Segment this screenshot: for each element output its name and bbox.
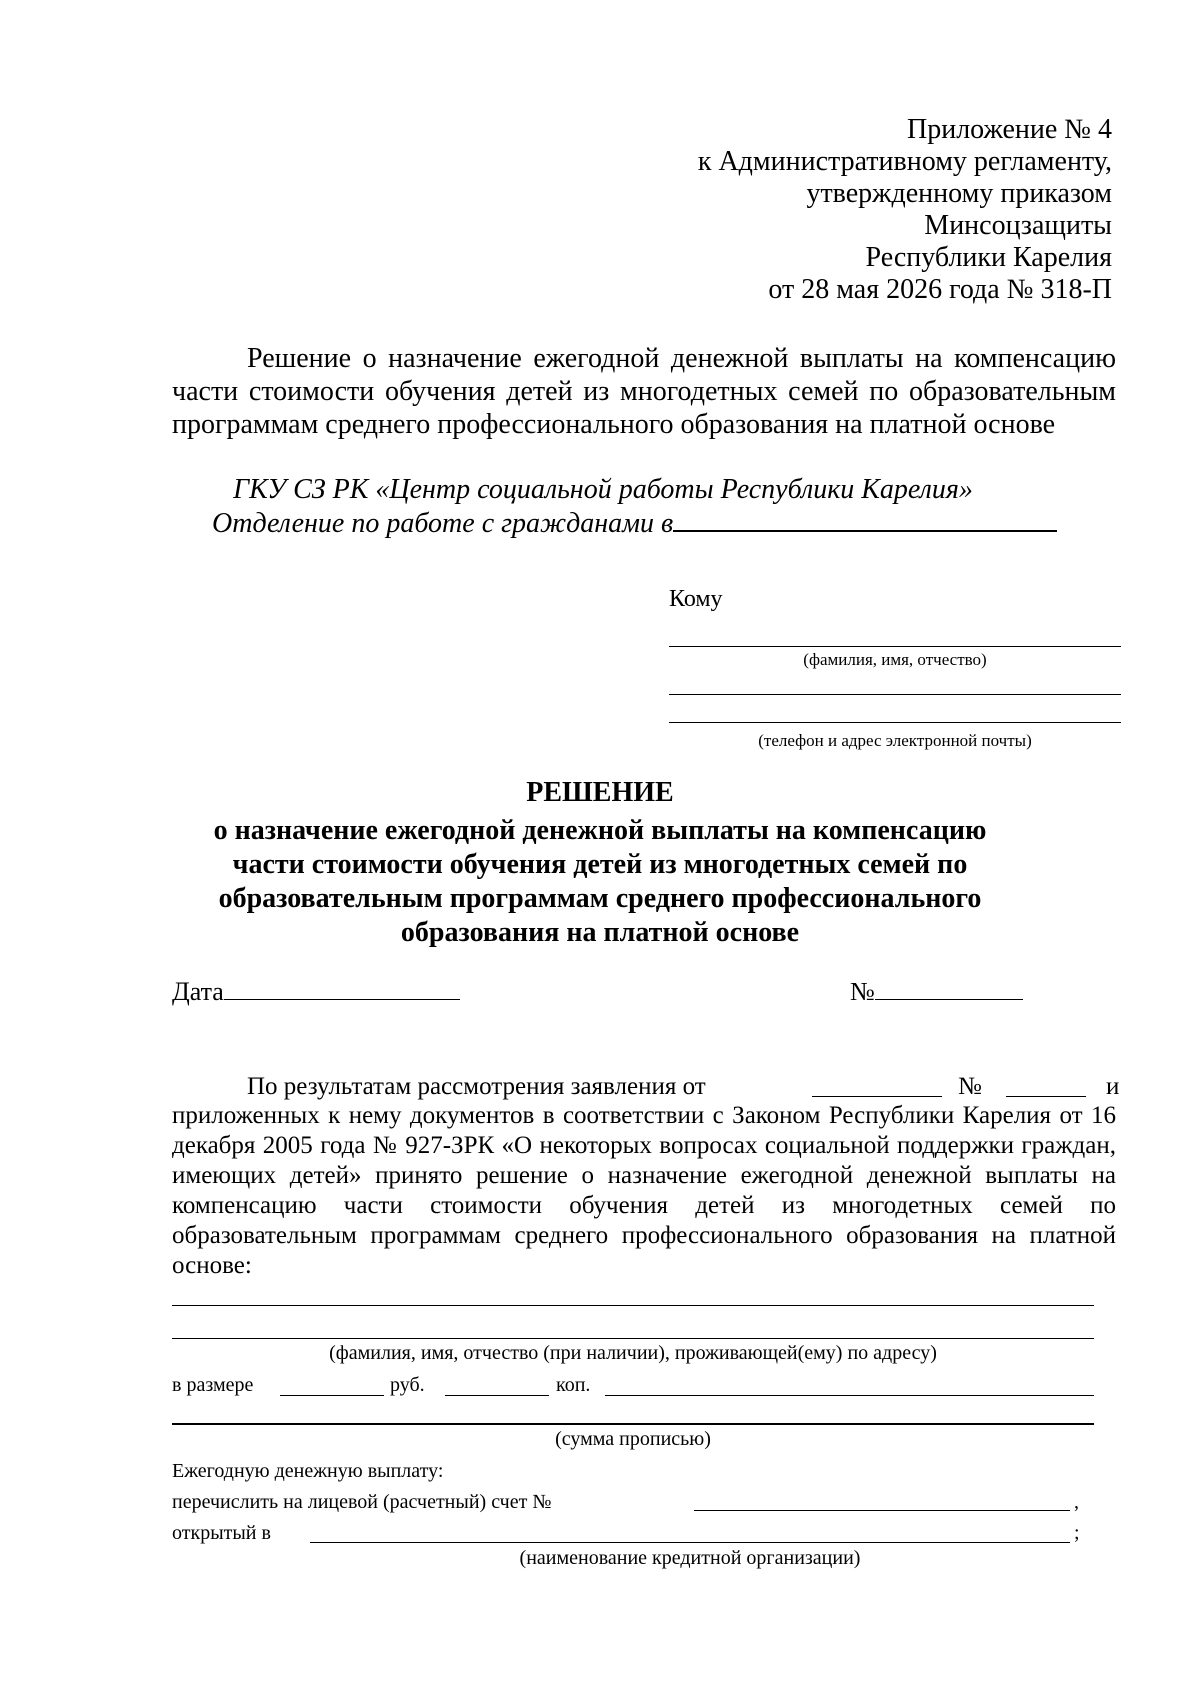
date-field[interactable] xyxy=(224,975,460,1000)
department-line xyxy=(212,508,1057,540)
bank-name-field[interactable] xyxy=(310,1542,1070,1543)
number-label: № xyxy=(850,977,875,1006)
appendix-number: Приложение № 4 xyxy=(907,114,1112,145)
recipient-contact-field[interactable] xyxy=(669,722,1121,723)
opened-label: открытый в xyxy=(172,1522,271,1544)
application-line xyxy=(247,1073,706,1101)
rub-label: руб. xyxy=(390,1374,425,1396)
decision-title: РЕШЕНИЕ xyxy=(526,777,674,808)
date-row xyxy=(172,975,460,1007)
number-field[interactable] xyxy=(875,975,1023,1000)
payout-label: Ежегодную денежную выплату: xyxy=(172,1460,444,1482)
amount-words-field[interactable] xyxy=(172,1423,1094,1425)
account-number-field[interactable] xyxy=(694,1510,1070,1511)
fio-hint: (фамилия, имя, отчество (при наличии), проживающей(ему) по адресу) xyxy=(329,1342,937,1364)
application-number-field[interactable] xyxy=(1006,1096,1086,1097)
transfer-label: перечислить на лицевой (расчетный) счет № xyxy=(172,1491,552,1513)
regulation-ref: к Административному регламенту, xyxy=(697,146,1112,177)
amount-kop-field[interactable] xyxy=(445,1395,549,1396)
order-date-number: от 28 мая 2026 года № 318-П xyxy=(768,274,1112,305)
account-comma: , xyxy=(1074,1491,1079,1513)
application-date-field[interactable] xyxy=(812,1096,942,1097)
recipient-name-field[interactable] xyxy=(669,646,1121,647)
decision-body: приложенных к нему документов в соответствии с Законом Республики Карелия от 16 декабря 2005 года № 927-ЗРК «О некоторых вопросах социальной поддержки граждан, имеющих детей» принято решение о назначение ежегодной денежной выплаты на компенсацию части стоимости обучения детей из многодетных семей по образовательным программам среднего профессионального образования на платной основе: xyxy=(172,1102,1116,1279)
document-summary: Решение о назначение ежегодной денежной выплаты на компенсацию части стоимости обучения детей из многодетных семей по образовательным программам среднего профессионального образования на платной основе xyxy=(172,343,1116,440)
ministry-name: Минсоцзащиты xyxy=(924,210,1112,241)
department-field[interactable] xyxy=(673,508,1057,532)
recipient-line-2[interactable] xyxy=(669,694,1121,695)
bank-hint: (наименование кредитной организации) xyxy=(519,1547,861,1569)
decision-subtitle: о назначение ежегодной денежной выплаты на компенсацию части стоимости обучения детей из многодетных семей по образовательным программам среднего профессионального образования на платной основе xyxy=(213,815,987,948)
fio-line-2[interactable] xyxy=(172,1338,1094,1339)
amount-label: в размере xyxy=(172,1374,254,1396)
date-label: Дата xyxy=(172,977,224,1006)
kop-label: коп. xyxy=(556,1374,591,1396)
application-number-label: № xyxy=(958,1073,982,1100)
bank-semicolon: ; xyxy=(1074,1522,1080,1544)
recipient-contact-hint: (телефон и адрес электронной почты) xyxy=(758,731,1032,750)
amount-words-hint: (сумма прописью) xyxy=(555,1428,711,1450)
decision-heading xyxy=(180,776,1020,950)
recipient-name-hint: (фамилия, имя, отчество) xyxy=(803,650,987,669)
and-label: и xyxy=(1106,1073,1120,1100)
approved-by: утвержденному приказом xyxy=(806,178,1112,209)
application-from-label: По результатам рассмотрения заявления от xyxy=(247,1073,706,1100)
amount-rub-field[interactable] xyxy=(280,1395,384,1396)
republic-name: Республики Карелия xyxy=(865,242,1112,273)
recipient-label: Кому xyxy=(669,586,723,612)
department-label: Отделение по работе с гражданами в xyxy=(212,508,674,539)
amount-extra-field[interactable] xyxy=(605,1395,1094,1396)
approval-block xyxy=(592,114,1112,306)
number-row xyxy=(850,975,1023,1007)
fio-line-1[interactable] xyxy=(172,1305,1094,1306)
institution-name: ГКУ СЗ РК «Центр социальной работы Республики Карелия» xyxy=(233,474,973,505)
